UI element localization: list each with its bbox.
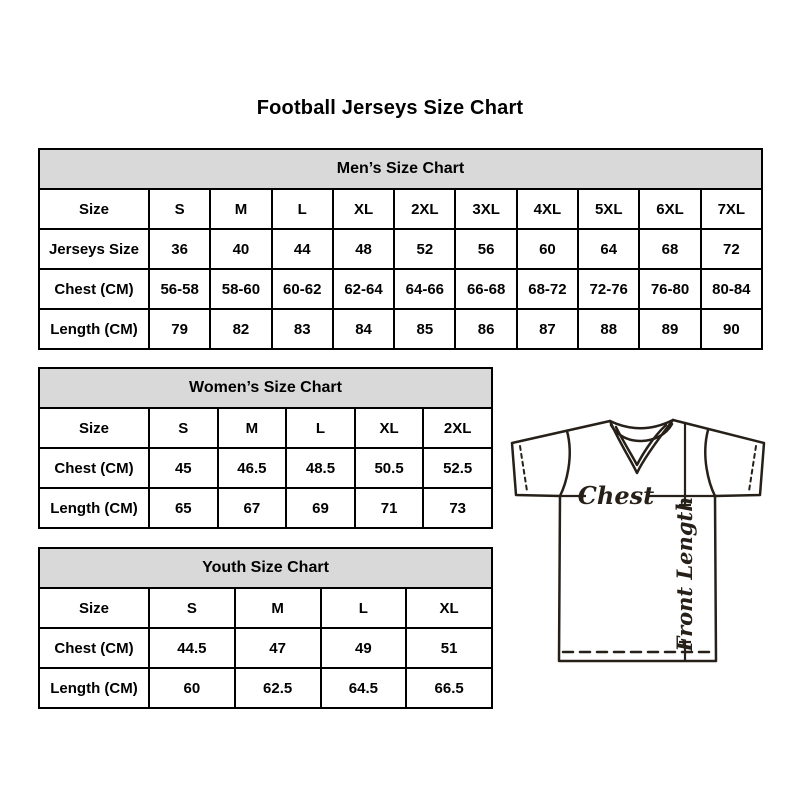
value-cell: 48.5 <box>286 448 355 488</box>
value-cell: 71 <box>355 488 424 528</box>
value-cell: 72 <box>701 229 762 269</box>
youth-size-table <box>38 547 493 709</box>
size-header-cell: M <box>210 189 271 229</box>
table-title-band: Men’s Size Chart <box>39 149 762 189</box>
value-cell: 67 <box>218 488 287 528</box>
value-cell: 69 <box>286 488 355 528</box>
womens-size-table <box>38 367 493 529</box>
value-cell: 85 <box>394 309 455 349</box>
value-cell: 76-80 <box>639 269 700 309</box>
size-header-cell: L <box>272 189 333 229</box>
mens-size-table <box>38 148 763 350</box>
table-row <box>39 189 762 229</box>
value-cell: 52 <box>394 229 455 269</box>
value-cell: 86 <box>455 309 516 349</box>
jersey-armhole-left <box>560 431 570 496</box>
value-cell: 60 <box>149 668 235 708</box>
value-cell: 50.5 <box>355 448 424 488</box>
value-cell: 48 <box>333 229 394 269</box>
value-cell: 90 <box>701 309 762 349</box>
size-header-cell: S <box>149 189 210 229</box>
value-cell: 82 <box>210 309 271 349</box>
value-cell: 79 <box>149 309 210 349</box>
size-header-cell: XL <box>333 189 394 229</box>
chest-measure-label: Chest <box>577 481 655 510</box>
value-cell: 60 <box>517 229 578 269</box>
value-cell: 58-60 <box>210 269 271 309</box>
row-label-cell: Chest (CM) <box>39 448 149 488</box>
value-cell: 44 <box>272 229 333 269</box>
size-header-cell: 6XL <box>639 189 700 229</box>
value-cell: 45 <box>149 448 218 488</box>
jersey-outline <box>512 420 764 661</box>
size-header-cell: 3XL <box>455 189 516 229</box>
value-cell: 84 <box>333 309 394 349</box>
value-cell: 36 <box>149 229 210 269</box>
table-row <box>39 309 762 349</box>
size-header-cell: 7XL <box>701 189 762 229</box>
value-cell: 89 <box>639 309 700 349</box>
jersey-armhole-right <box>705 430 715 496</box>
value-cell: 66-68 <box>455 269 516 309</box>
value-cell: 80-84 <box>701 269 762 309</box>
value-cell: 40 <box>210 229 271 269</box>
value-cell: 73 <box>423 488 492 528</box>
value-cell: 64.5 <box>321 668 407 708</box>
size-header-cell: XL <box>355 408 424 448</box>
value-cell: 72-76 <box>578 269 639 309</box>
page-title: Football Jerseys Size Chart <box>256 97 524 119</box>
value-cell: 64 <box>578 229 639 269</box>
size-header-cell: 4XL <box>517 189 578 229</box>
table-title-band: Youth Size Chart <box>39 548 492 588</box>
size-header-cell: M <box>235 588 321 628</box>
row-label-cell: Size <box>39 408 149 448</box>
value-cell: 52.5 <box>423 448 492 488</box>
row-label-cell: Length (CM) <box>39 668 149 708</box>
value-cell: 68-72 <box>517 269 578 309</box>
value-cell: 56 <box>455 229 516 269</box>
value-cell: 60-62 <box>272 269 333 309</box>
value-cell: 66.5 <box>406 668 492 708</box>
table-row <box>39 408 492 448</box>
size-header-cell: 2XL <box>394 189 455 229</box>
row-label-cell: Length (CM) <box>39 488 149 528</box>
row-label-cell: Jerseys Size <box>39 229 149 269</box>
row-label-cell: Chest (CM) <box>39 628 149 668</box>
table-row <box>39 488 492 528</box>
jersey-vneck-inner <box>616 425 666 465</box>
value-cell: 56-58 <box>149 269 210 309</box>
table-row <box>39 668 492 708</box>
size-header-cell: L <box>321 588 407 628</box>
value-cell: 65 <box>149 488 218 528</box>
size-header-cell: XL <box>406 588 492 628</box>
row-label-cell: Size <box>39 588 149 628</box>
table-title-band: Women’s Size Chart <box>39 368 492 408</box>
row-label-cell: Chest (CM) <box>39 269 149 309</box>
value-cell: 87 <box>517 309 578 349</box>
front-length-measure-label: Front Length <box>672 496 697 652</box>
value-cell: 83 <box>272 309 333 349</box>
value-cell: 44.5 <box>149 628 235 668</box>
table-row <box>39 588 492 628</box>
jersey-illustration <box>503 402 775 694</box>
value-cell: 62-64 <box>333 269 394 309</box>
jersey-cuff-stitch-left <box>520 446 527 491</box>
size-header-cell: 5XL <box>578 189 639 229</box>
size-header-cell: S <box>149 588 235 628</box>
size-header-cell: L <box>286 408 355 448</box>
value-cell: 68 <box>639 229 700 269</box>
table-row <box>39 269 762 309</box>
value-cell: 46.5 <box>218 448 287 488</box>
row-label-cell: Size <box>39 189 149 229</box>
row-label-cell: Length (CM) <box>39 309 149 349</box>
value-cell: 51 <box>406 628 492 668</box>
jersey-cuff-stitch-right <box>749 446 756 491</box>
value-cell: 88 <box>578 309 639 349</box>
value-cell: 49 <box>321 628 407 668</box>
value-cell: 64-66 <box>394 269 455 309</box>
jersey-measurement-diagram <box>503 402 775 694</box>
table-row <box>39 448 492 488</box>
value-cell: 62.5 <box>235 668 321 708</box>
size-header-cell: 2XL <box>423 408 492 448</box>
table-row <box>39 628 492 668</box>
table-row <box>39 229 762 269</box>
size-header-cell: M <box>218 408 287 448</box>
value-cell: 47 <box>235 628 321 668</box>
size-header-cell: S <box>149 408 218 448</box>
